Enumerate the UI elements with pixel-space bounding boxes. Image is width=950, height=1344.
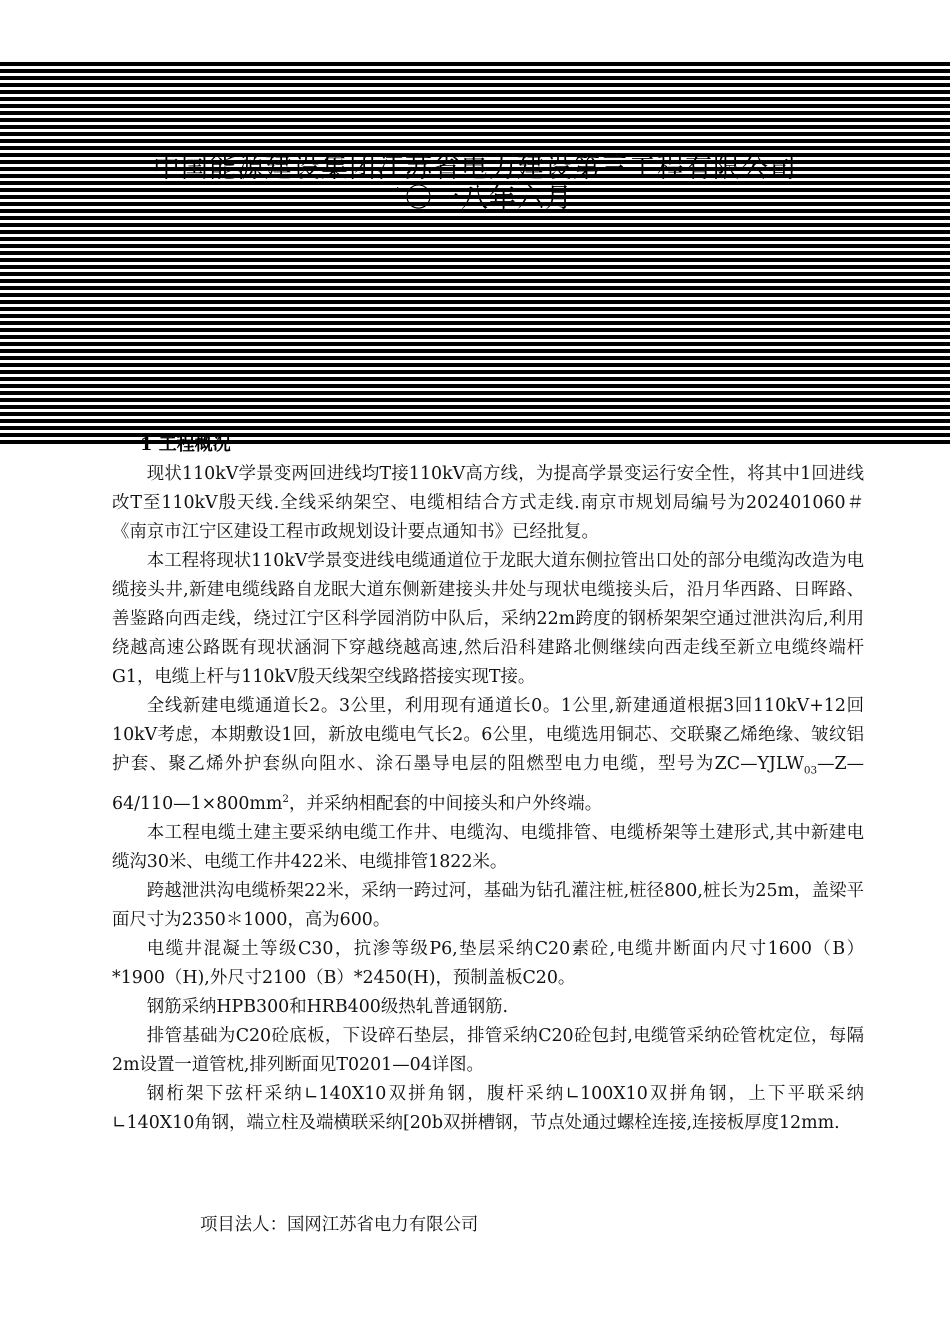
- document-body: [112, 460, 864, 1138]
- section-heading: 1 工程概况: [140, 434, 231, 455]
- paragraph-steel-truss: 钢桁架下弦杆采纳∟140X10双拼角钢，腹杆采纳∟100X10双拼角钢，上下平联采纳∟140X10角钢，端立柱及端横联采纳[20b双拼槽钢，节点处通过螺栓连接,连接板厚度12mm.: [112, 1084, 864, 1134]
- paragraph-civil-works: 本工程电缆土建主要采纳电缆工作井、电缆沟、电缆排管、电缆桥架等土建形式,其中新建电缆沟30米、电缆工作井422米、电缆排管1822米。: [112, 823, 864, 873]
- cover-date: 二〇一八年六月: [377, 183, 573, 214]
- cable-text-mid: —Z—64/110—1×800mm: [112, 754, 864, 815]
- paragraph-cable: [112, 692, 864, 819]
- cable-model-subscript: 03: [803, 764, 818, 777]
- paragraph-rebar: 钢筋采纳HPB300和HRB400级热轧普通钢筋.: [146, 997, 509, 1018]
- cover-company-name: 中国能源建设集团江苏省电力建设第三工程有限公司: [153, 153, 797, 184]
- paragraph-bridge: 跨越泄洪沟电缆桥架22米，采纳一跨过河，基础为钻孔灌注桩,桩径800,桩长为25m，盖梁平面尺寸为2350＊1000，高为600。: [112, 881, 864, 931]
- cable-text-before: 全线新建电缆通道长2。3公里，利用现有通道长0。1公里,新建通道根据3回110kV+12回10kV考虑，本期敷设1回，新放电缆电气长2。6公里，电缆选用铜芯、交联聚乙烯绝缘、皱纹铝护套、聚乙烯外护套纵向阻水、涂石墨导电层的阻燃型电力电缆，型号为ZC—YJLW: [112, 696, 864, 774]
- cable-unit-superscript: 2: [282, 793, 290, 806]
- paragraph-route: 本工程将现状110kV学景变进线电缆通道位于龙眠大道东侧拉管出口处的部分电缆沟改造为电缆接头井,新建电缆线路自龙眠大道东侧新建接头井处与现状电缆接头后，沿月华西路、日晖路、善鉴路向西走线，绕过江宁区科学园消防中队后，采纳22m跨度的钢桥架架空通过泄洪沟后,利用绕越高速公路既有现状涵洞下穿越绕越高速,然后沿科建路北侧继续向西走线至新立电缆终端杆G1，电缆上杆与110kV殷天线架空线路搭接实现T接。: [112, 551, 864, 687]
- paragraph-concrete: 电缆井混凝土等级C30，抗渗等级P6,垫层采纳C20素砼,电缆井断面内尺寸1600（B）*1900（H),外尺寸2100（B）*2450(H)，预制盖板C20。: [112, 939, 864, 989]
- legal-entity: 项目法人：国网江苏省电力有限公司: [200, 1215, 479, 1235]
- paragraph-ducts: 排管基础为C20砼底板，下设碎石垫层，排管采纳C20砼包封,电缆管采纳砼管枕定位，每隔2m设置一道管枕,排列断面见T0201—04详图。: [112, 1026, 864, 1076]
- cable-text-after: ，并采纳相配套的中间接头和户外终端。: [289, 794, 603, 815]
- striped-redaction-band: [0, 62, 950, 446]
- paragraph-overview: 现状110kV学景变两回进线均T接110kV高方线，为提高学景变运行安全性，将其中1回进线改T至110kV殷天线.全线采纳架空、电缆相结合方式走线.南京市规划局编号为202401060＃《南京市江宁区建设工程市政规划设计要点通知书》已经批复。: [112, 464, 864, 542]
